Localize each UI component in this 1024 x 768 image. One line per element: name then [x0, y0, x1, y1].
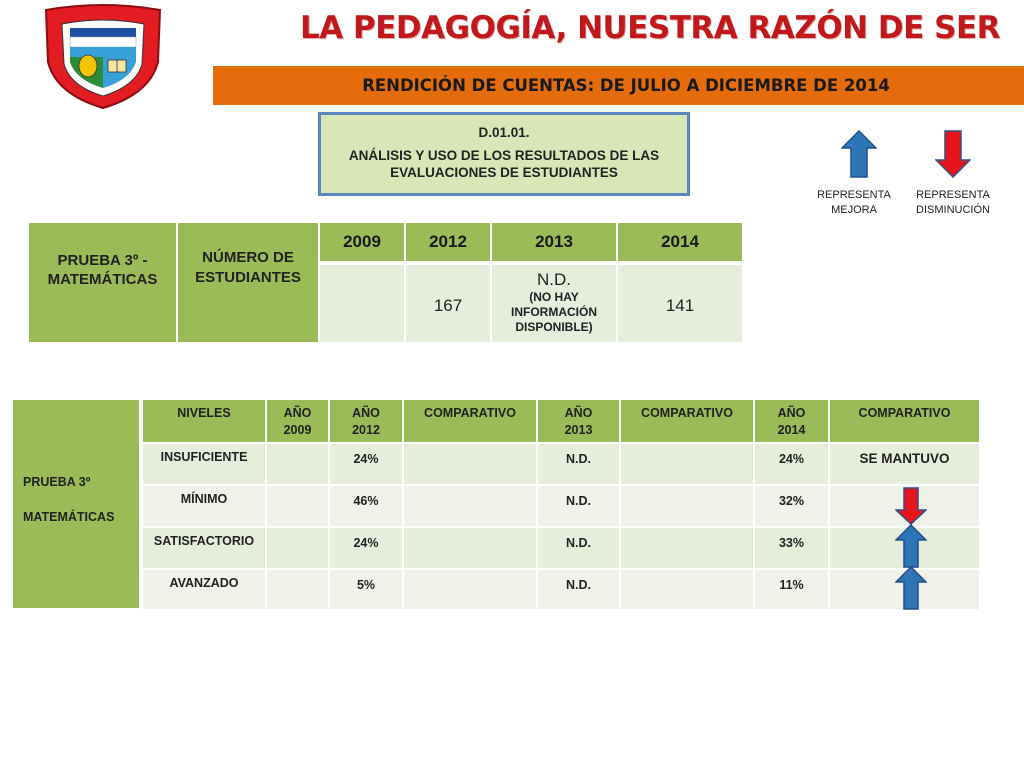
satisfactorio-2012: 24% [330, 528, 402, 568]
minimo-comp1 [404, 486, 536, 526]
test-label: PRUEBA 3º - MATEMÁTICAS [47, 252, 158, 288]
header-2013-line1: AÑO [564, 406, 593, 420]
minimo-2014: 32% [755, 486, 828, 526]
header-year-2012 [330, 400, 402, 442]
indicator-box [318, 112, 690, 196]
legend-up-line-1: REPRESENTA [817, 189, 891, 201]
header-comparativo-1 [404, 400, 536, 442]
legend-down-line-2: DISMINUCIÓN [916, 204, 990, 216]
header-year-2014 [755, 400, 828, 442]
students-label-cell [178, 223, 318, 342]
header-comp2-text: COMPARATIVO [641, 406, 733, 420]
year-header-2014: 2014 [618, 223, 742, 261]
trend-up-icon [895, 566, 927, 610]
header-niveles-text: NIVELES [177, 406, 231, 420]
header-2009-line1: AÑO [283, 406, 312, 420]
header-comparativo-2 [621, 400, 753, 442]
page-title: LA PEDAGOGÍA, NUESTRA RAZÓN DE SER [300, 10, 1000, 46]
legend-down-line-1: REPRESENTA [916, 189, 990, 201]
indicator-code: D.01.01. [478, 125, 530, 140]
header-2013-line2: 2013 [564, 423, 593, 437]
satisfactorio-2013: N.D. [538, 528, 619, 568]
students-2013-value: N.D. [537, 270, 571, 289]
students-label: NÚMERO DE ESTUDIANTES [195, 249, 301, 286]
legend-up-label [812, 188, 896, 218]
header-2012-line1: AÑO [352, 406, 380, 420]
header-year-2013 [538, 400, 619, 442]
satisfactorio-2014: 33% [755, 528, 828, 568]
avanzado-2013: N.D. [538, 570, 619, 609]
header-comparativo-3 [830, 400, 979, 442]
header-2009-line2: 2009 [283, 423, 312, 437]
insuficiente-2009 [267, 444, 328, 484]
trend-down-icon [895, 487, 927, 525]
insuficiente-comparativo: SE MANTUVO [830, 444, 979, 484]
minimo-2012: 46% [330, 486, 402, 526]
minimo-comp2 [621, 486, 753, 526]
avanzado-comp2 [621, 570, 753, 609]
levels-row-label-2: MATEMÁTICAS [23, 510, 115, 524]
avanzado-comp1 [404, 570, 536, 609]
trend-up-icon [895, 524, 927, 568]
indicator-description: ANÁLISIS Y USO DE LOS RESULTADOS DE LAS EVALUACIONES DE ESTUDIANTES [348, 148, 660, 180]
levels-row-label-1: PRUEBA 3º [23, 475, 91, 489]
legend-up-line-2: MEJORA [831, 204, 877, 216]
satisfactorio-2009 [267, 528, 328, 568]
no-info-note: (NO HAY INFORMACIÓN DISPONIBLE) [511, 290, 597, 334]
avanzado-2012: 5% [330, 570, 402, 609]
insuficiente-2012: 24% [330, 444, 402, 484]
students-2013 [492, 265, 616, 342]
test-label-cell [29, 223, 176, 342]
subtitle-banner [213, 66, 1024, 105]
level-minimo: MÍNIMO [143, 486, 265, 526]
header-comp3-text: COMPARATIVO [858, 406, 951, 420]
header-2014-line2: 2014 [777, 423, 806, 437]
header-niveles [143, 400, 265, 442]
students-2012: 167 [406, 265, 490, 342]
subtitle-text: RENDICIÓN DE CUENTAS: DE JULIO A DICIEMBRE DE 2014 [362, 76, 890, 95]
insuficiente-2013: N.D. [538, 444, 619, 484]
legend-down-label [908, 188, 998, 218]
year-header-2009: 2009 [320, 223, 404, 261]
arrow-up-icon [841, 130, 877, 178]
satisfactorio-comp2 [621, 528, 753, 568]
minimo-2013: N.D. [538, 486, 619, 526]
insuficiente-2014: 24% [755, 444, 828, 484]
students-2014: 141 [618, 265, 742, 342]
insuficiente-comp1 [404, 444, 536, 484]
level-avanzado: AVANZADO [143, 570, 265, 609]
levels-row-label-cell [13, 400, 139, 608]
avanzado-2009 [267, 570, 328, 609]
year-header-2012: 2012 [406, 223, 490, 261]
header-year-2009 [267, 400, 328, 442]
level-insuficiente: INSUFICIENTE [143, 444, 265, 484]
insuficiente-comp2 [621, 444, 753, 484]
header-2012-line2: 2012 [352, 423, 380, 437]
school-crest-logo [40, 2, 166, 110]
arrow-down-icon [935, 130, 971, 178]
satisfactorio-comp1 [404, 528, 536, 568]
minimo-2009 [267, 486, 328, 526]
header-2014-line1: AÑO [777, 406, 806, 420]
students-2009 [320, 265, 404, 342]
level-satisfactorio: SATISFACTORIO [143, 528, 265, 568]
year-header-2013: 2013 [492, 223, 616, 261]
header-comp1-text: COMPARATIVO [424, 406, 516, 420]
avanzado-2014: 11% [755, 570, 828, 609]
